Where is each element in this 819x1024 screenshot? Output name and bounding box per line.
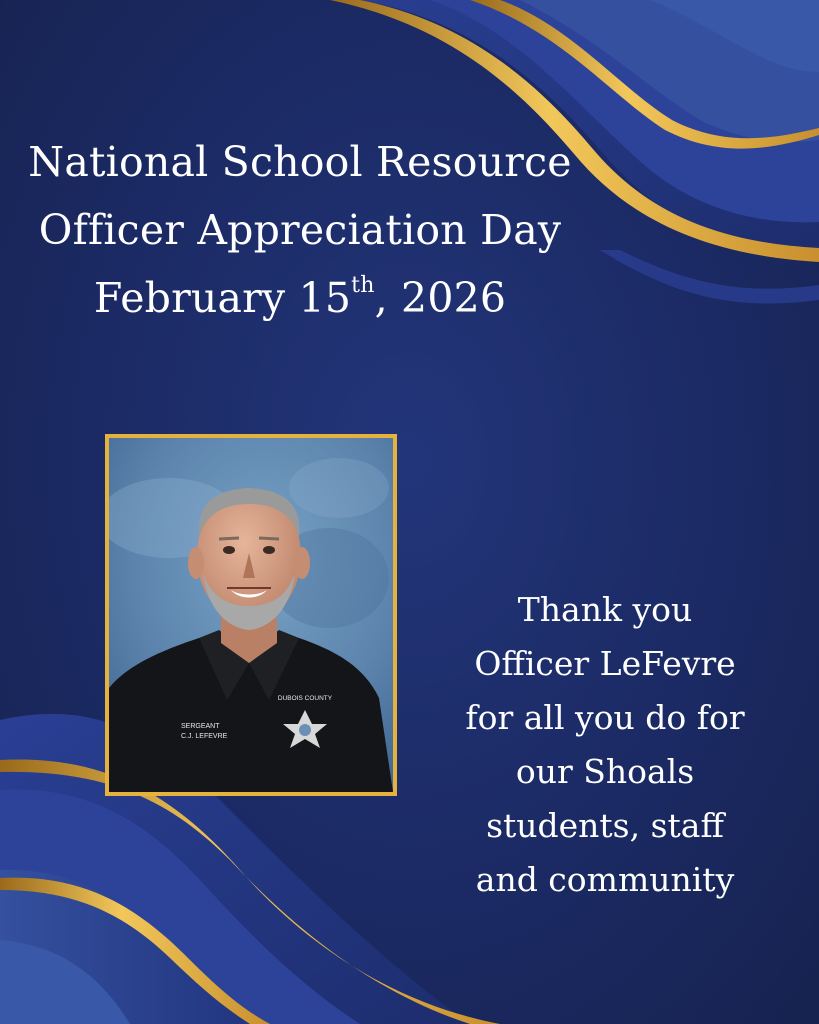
message-line-4: our Shoals (515, 752, 695, 791)
officer-portrait (109, 438, 393, 792)
shirt-name: C.J. LEFEVRE (181, 733, 228, 740)
thank-you-message (440, 583, 770, 907)
title-date (0, 264, 600, 332)
date-prefix: February 15 (93, 274, 352, 322)
message-line-2: Officer LeFevre (474, 644, 736, 683)
message-line-6: and community (475, 860, 735, 899)
page-title (0, 128, 600, 332)
message-line-3: for all you do for (465, 698, 745, 737)
title-line-1: National School Resource (28, 138, 572, 186)
shirt-rank: SERGEANT (181, 723, 220, 730)
officer-photo-frame (105, 434, 397, 796)
date-rest: , 2026 (374, 274, 507, 322)
message-line-1: Thank you (517, 590, 693, 629)
date-suffix: th (351, 273, 375, 298)
patch-text: DUBOIS COUNTY (277, 695, 333, 702)
title-line-2: Officer Appreciation Day (38, 206, 562, 254)
message-line-5: students, staff (486, 806, 724, 845)
